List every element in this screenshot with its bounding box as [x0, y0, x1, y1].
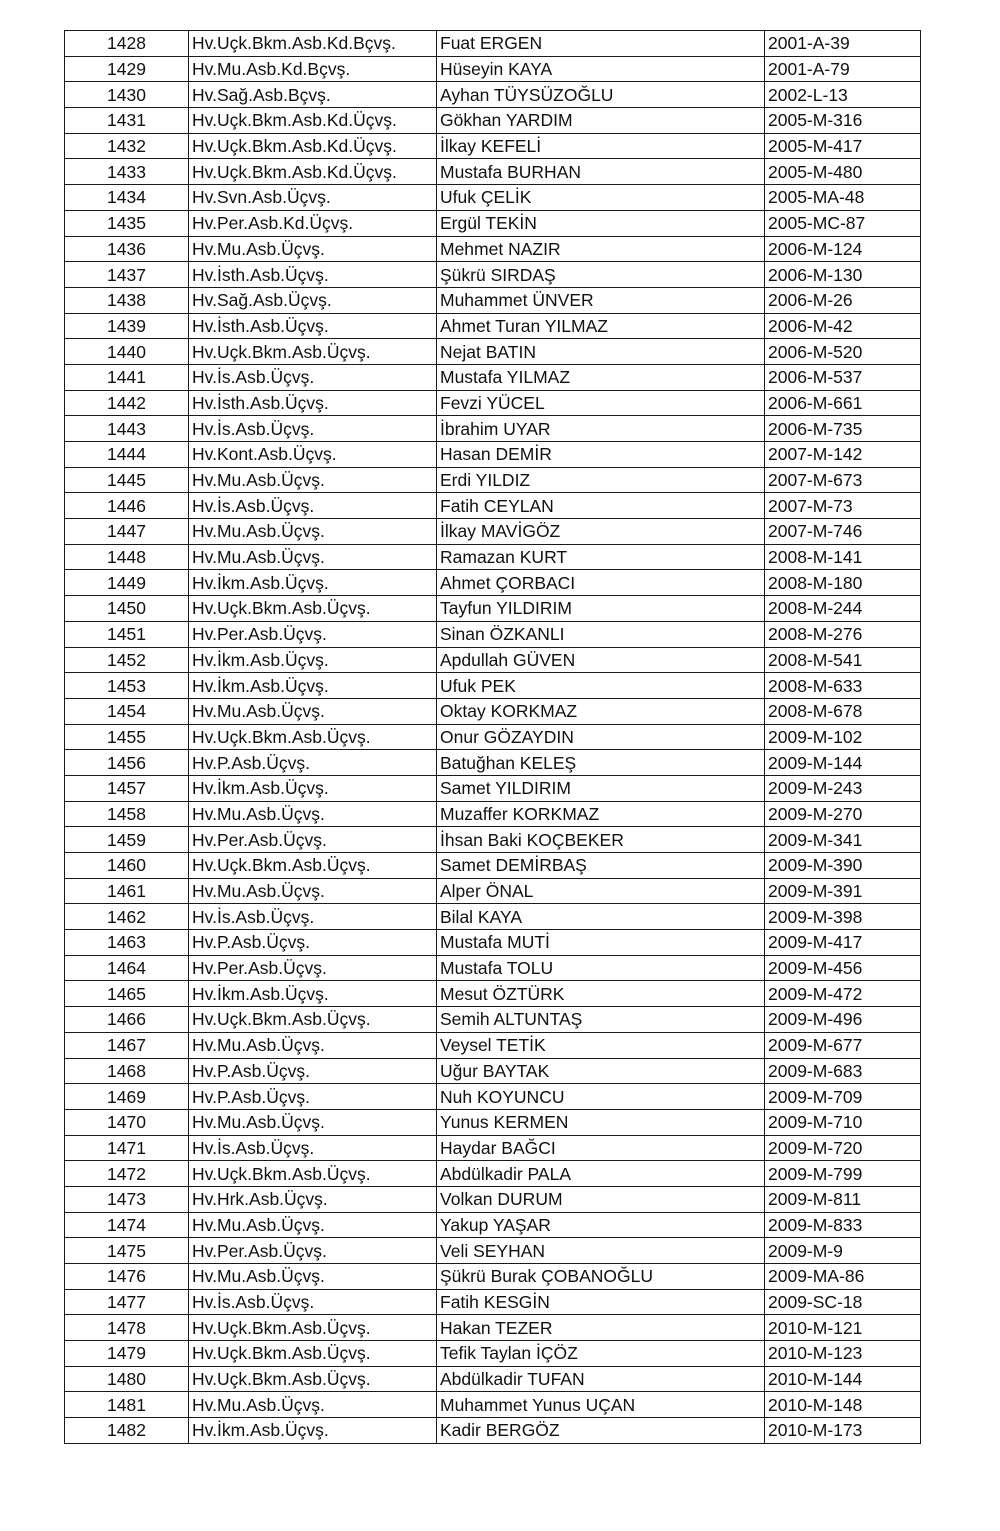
- rank-branch-cell: Hv.Mu.Asb.Üçvş.: [189, 1109, 437, 1135]
- sicil-number-cell: 2005-MC-87: [765, 210, 921, 236]
- sicil-number-cell: 2007-M-673: [765, 467, 921, 493]
- table-row: [65, 1212, 921, 1238]
- row-number-cell: 1464: [65, 955, 189, 981]
- full-name-cell: İhsan Baki KOÇBEKER: [437, 827, 765, 853]
- rank-branch-cell: Hv.İs.Asb.Üçvş.: [189, 904, 437, 930]
- full-name-cell: Nejat BATIN: [437, 339, 765, 365]
- table-row: [65, 416, 921, 442]
- full-name-cell: Fuat ERGEN: [437, 31, 765, 57]
- full-name-cell: Ufuk ÇELİK: [437, 185, 765, 211]
- sicil-number-cell: 2009-M-102: [765, 724, 921, 750]
- sicil-number-cell: 2006-M-537: [765, 364, 921, 390]
- rank-branch-cell: Hv.P.Asb.Üçvş.: [189, 1084, 437, 1110]
- full-name-cell: Tayfun YILDIRIM: [437, 596, 765, 622]
- rank-branch-cell: Hv.Mu.Asb.Üçvş.: [189, 236, 437, 262]
- full-name-cell: Samet YILDIRIM: [437, 775, 765, 801]
- rank-branch-cell: Hv.P.Asb.Üçvş.: [189, 750, 437, 776]
- row-number-cell: 1472: [65, 1161, 189, 1187]
- table-row: [65, 1109, 921, 1135]
- rank-branch-cell: Hv.Uçk.Bkm.Asb.Üçvş.: [189, 339, 437, 365]
- row-number-cell: 1434: [65, 185, 189, 211]
- sicil-number-cell: 2009-M-496: [765, 1007, 921, 1033]
- full-name-cell: Fatih CEYLAN: [437, 493, 765, 519]
- full-name-cell: Şükrü SIRDAŞ: [437, 262, 765, 288]
- sicil-number-cell: 2009-MA-86: [765, 1264, 921, 1290]
- table-row: [65, 133, 921, 159]
- rank-branch-cell: Hv.Uçk.Bkm.Asb.Kd.Bçvş.: [189, 31, 437, 57]
- rank-branch-cell: Hv.İkm.Asb.Üçvş.: [189, 570, 437, 596]
- row-number-cell: 1451: [65, 621, 189, 647]
- sicil-number-cell: 2006-M-520: [765, 339, 921, 365]
- row-number-cell: 1469: [65, 1084, 189, 1110]
- row-number-cell: 1446: [65, 493, 189, 519]
- row-number-cell: 1432: [65, 133, 189, 159]
- full-name-cell: Yakup YAŞAR: [437, 1212, 765, 1238]
- row-number-cell: 1460: [65, 853, 189, 879]
- rank-branch-cell: Hv.Uçk.Bkm.Asb.Üçvş.: [189, 1007, 437, 1033]
- rank-branch-cell: Hv.Per.Asb.Üçvş.: [189, 955, 437, 981]
- rank-branch-cell: Hv.Hrk.Asb.Üçvş.: [189, 1186, 437, 1212]
- rank-branch-cell: Hv.Mu.Asb.Üçvş.: [189, 878, 437, 904]
- full-name-cell: Muhammet Yunus UÇAN: [437, 1392, 765, 1418]
- row-number-cell: 1458: [65, 801, 189, 827]
- sicil-number-cell: 2006-M-26: [765, 287, 921, 313]
- rank-branch-cell: Hv.P.Asb.Üçvş.: [189, 1058, 437, 1084]
- sicil-number-cell: 2009-M-833: [765, 1212, 921, 1238]
- table-row: [65, 108, 921, 134]
- table-row: [65, 287, 921, 313]
- full-name-cell: İlkay MAVİGÖZ: [437, 519, 765, 545]
- rank-branch-cell: Hv.Mu.Asb.Üçvş.: [189, 1264, 437, 1290]
- full-name-cell: Muhammet ÜNVER: [437, 287, 765, 313]
- table-row: [65, 1084, 921, 1110]
- table-row: [65, 853, 921, 879]
- rank-branch-cell: Hv.Mu.Asb.Üçvş.: [189, 698, 437, 724]
- full-name-cell: Abdülkadir TUFAN: [437, 1366, 765, 1392]
- rank-branch-cell: Hv.Mu.Asb.Üçvş.: [189, 544, 437, 570]
- sicil-number-cell: 2009-M-710: [765, 1109, 921, 1135]
- sicil-number-cell: 2009-M-456: [765, 955, 921, 981]
- row-number-cell: 1468: [65, 1058, 189, 1084]
- sicil-number-cell: 2009-SC-18: [765, 1289, 921, 1315]
- row-number-cell: 1445: [65, 467, 189, 493]
- rank-branch-cell: Hv.İkm.Asb.Üçvş.: [189, 1418, 437, 1444]
- table-row: [65, 1264, 921, 1290]
- rank-branch-cell: Hv.Mu.Asb.Üçvş.: [189, 1212, 437, 1238]
- sicil-number-cell: 2009-M-709: [765, 1084, 921, 1110]
- rank-branch-cell: Hv.İkm.Asb.Üçvş.: [189, 981, 437, 1007]
- row-number-cell: 1453: [65, 673, 189, 699]
- rank-branch-cell: Hv.Mu.Asb.Üçvş.: [189, 467, 437, 493]
- table-row: [65, 519, 921, 545]
- table-row: [65, 775, 921, 801]
- row-number-cell: 1435: [65, 210, 189, 236]
- table-row: [65, 313, 921, 339]
- table-row: [65, 724, 921, 750]
- sicil-number-cell: 2009-M-9: [765, 1238, 921, 1264]
- sicil-number-cell: 2008-M-541: [765, 647, 921, 673]
- rank-branch-cell: Hv.Per.Asb.Üçvş.: [189, 827, 437, 853]
- full-name-cell: Batuğhan KELEŞ: [437, 750, 765, 776]
- table-row: [65, 981, 921, 1007]
- table-row: [65, 750, 921, 776]
- row-number-cell: 1450: [65, 596, 189, 622]
- full-name-cell: Mustafa TOLU: [437, 955, 765, 981]
- sicil-number-cell: 2009-M-391: [765, 878, 921, 904]
- rank-branch-cell: Hv.Uçk.Bkm.Asb.Kd.Üçvş.: [189, 133, 437, 159]
- table-row: [65, 262, 921, 288]
- row-number-cell: 1476: [65, 1264, 189, 1290]
- table-row: [65, 1135, 921, 1161]
- row-number-cell: 1454: [65, 698, 189, 724]
- table-row: [65, 621, 921, 647]
- sicil-number-cell: 2001-A-79: [765, 56, 921, 82]
- table-row: [65, 827, 921, 853]
- table-row: [65, 390, 921, 416]
- full-name-cell: Abdülkadir PALA: [437, 1161, 765, 1187]
- table-row: [65, 1007, 921, 1033]
- table-row: [65, 1186, 921, 1212]
- row-number-cell: 1444: [65, 442, 189, 468]
- full-name-cell: Sinan ÖZKANLI: [437, 621, 765, 647]
- full-name-cell: Mustafa YILMAZ: [437, 364, 765, 390]
- table-row: [65, 1366, 921, 1392]
- table-row: [65, 442, 921, 468]
- sicil-number-cell: 2006-M-735: [765, 416, 921, 442]
- row-number-cell: 1479: [65, 1341, 189, 1367]
- table-row: [65, 1058, 921, 1084]
- full-name-cell: Haydar BAĞCI: [437, 1135, 765, 1161]
- full-name-cell: Alper ÖNAL: [437, 878, 765, 904]
- row-number-cell: 1433: [65, 159, 189, 185]
- row-number-cell: 1443: [65, 416, 189, 442]
- full-name-cell: Oktay KORKMAZ: [437, 698, 765, 724]
- full-name-cell: Veysel TETİK: [437, 1032, 765, 1058]
- row-number-cell: 1436: [65, 236, 189, 262]
- rank-branch-cell: Hv.İs.Asb.Üçvş.: [189, 1135, 437, 1161]
- sicil-number-cell: 2006-M-130: [765, 262, 921, 288]
- row-number-cell: 1449: [65, 570, 189, 596]
- full-name-cell: Hasan DEMİR: [437, 442, 765, 468]
- rank-branch-cell: Hv.Uçk.Bkm.Asb.Üçvş.: [189, 1341, 437, 1367]
- rank-branch-cell: Hv.Sağ.Asb.Bçvş.: [189, 82, 437, 108]
- sicil-number-cell: 2005-M-480: [765, 159, 921, 185]
- sicil-number-cell: 2007-M-746: [765, 519, 921, 545]
- sicil-number-cell: 2010-M-121: [765, 1315, 921, 1341]
- row-number-cell: 1473: [65, 1186, 189, 1212]
- sicil-number-cell: 2008-M-180: [765, 570, 921, 596]
- rank-branch-cell: Hv.Uçk.Bkm.Asb.Üçvş.: [189, 596, 437, 622]
- sicil-number-cell: 2009-M-799: [765, 1161, 921, 1187]
- rank-branch-cell: Hv.Sağ.Asb.Üçvş.: [189, 287, 437, 313]
- sicil-number-cell: 2009-M-243: [765, 775, 921, 801]
- rank-branch-cell: Hv.Svn.Asb.Üçvş.: [189, 185, 437, 211]
- rank-branch-cell: Hv.Mu.Asb.Üçvş.: [189, 801, 437, 827]
- table-row: [65, 878, 921, 904]
- sicil-number-cell: 2009-M-341: [765, 827, 921, 853]
- table-row: [65, 159, 921, 185]
- full-name-cell: Hakan TEZER: [437, 1315, 765, 1341]
- sicil-number-cell: 2010-M-123: [765, 1341, 921, 1367]
- full-name-cell: Veli SEYHAN: [437, 1238, 765, 1264]
- personnel-list: [64, 30, 920, 1444]
- sicil-number-cell: 2009-M-472: [765, 981, 921, 1007]
- table-row: [65, 339, 921, 365]
- rank-branch-cell: Hv.Per.Asb.Kd.Üçvş.: [189, 210, 437, 236]
- row-number-cell: 1482: [65, 1418, 189, 1444]
- full-name-cell: Ahmet Turan YILMAZ: [437, 313, 765, 339]
- rank-branch-cell: Hv.İsth.Asb.Üçvş.: [189, 313, 437, 339]
- full-name-cell: Şükrü Burak ÇOBANOĞLU: [437, 1264, 765, 1290]
- row-number-cell: 1470: [65, 1109, 189, 1135]
- full-name-cell: Mesut ÖZTÜRK: [437, 981, 765, 1007]
- table-body: [65, 31, 921, 1444]
- table-row: [65, 698, 921, 724]
- full-name-cell: Apdullah GÜVEN: [437, 647, 765, 673]
- row-number-cell: 1462: [65, 904, 189, 930]
- full-name-cell: Ayhan TÜYSÜZOĞLU: [437, 82, 765, 108]
- table-row: [65, 364, 921, 390]
- row-number-cell: 1465: [65, 981, 189, 1007]
- sicil-number-cell: 2006-M-42: [765, 313, 921, 339]
- rank-branch-cell: Hv.İs.Asb.Üçvş.: [189, 364, 437, 390]
- table-row: [65, 1315, 921, 1341]
- sicil-number-cell: 2008-M-141: [765, 544, 921, 570]
- rank-branch-cell: Hv.İs.Asb.Üçvş.: [189, 416, 437, 442]
- table-row: [65, 544, 921, 570]
- full-name-cell: Mehmet NAZIR: [437, 236, 765, 262]
- row-number-cell: 1477: [65, 1289, 189, 1315]
- row-number-cell: 1438: [65, 287, 189, 313]
- table-row: [65, 467, 921, 493]
- full-name-cell: Erdi YILDIZ: [437, 467, 765, 493]
- table-row: [65, 56, 921, 82]
- rank-branch-cell: Hv.Uçk.Bkm.Asb.Üçvş.: [189, 724, 437, 750]
- rank-branch-cell: Hv.Uçk.Bkm.Asb.Kd.Üçvş.: [189, 108, 437, 134]
- row-number-cell: 1461: [65, 878, 189, 904]
- sicil-number-cell: 2002-L-13: [765, 82, 921, 108]
- full-name-cell: Tefik Taylan İÇÖZ: [437, 1341, 765, 1367]
- sicil-number-cell: 2009-M-720: [765, 1135, 921, 1161]
- rank-branch-cell: Hv.Mu.Asb.Kd.Bçvş.: [189, 56, 437, 82]
- table-row: [65, 1161, 921, 1187]
- row-number-cell: 1467: [65, 1032, 189, 1058]
- full-name-cell: İbrahim UYAR: [437, 416, 765, 442]
- row-number-cell: 1441: [65, 364, 189, 390]
- sicil-number-cell: 2009-M-270: [765, 801, 921, 827]
- table-row: [65, 1341, 921, 1367]
- row-number-cell: 1428: [65, 31, 189, 57]
- row-number-cell: 1452: [65, 647, 189, 673]
- table-row: [65, 210, 921, 236]
- sicil-number-cell: 2008-M-244: [765, 596, 921, 622]
- full-name-cell: Ramazan KURT: [437, 544, 765, 570]
- rank-branch-cell: Hv.Kont.Asb.Üçvş.: [189, 442, 437, 468]
- full-name-cell: Semih ALTUNTAŞ: [437, 1007, 765, 1033]
- table-row: [65, 1418, 921, 1444]
- sicil-number-cell: 2010-M-148: [765, 1392, 921, 1418]
- sicil-number-cell: 2009-M-811: [765, 1186, 921, 1212]
- sicil-number-cell: 2008-M-633: [765, 673, 921, 699]
- rank-branch-cell: Hv.Mu.Asb.Üçvş.: [189, 1032, 437, 1058]
- rank-branch-cell: Hv.Uçk.Bkm.Asb.Üçvş.: [189, 1161, 437, 1187]
- full-name-cell: Volkan DURUM: [437, 1186, 765, 1212]
- row-number-cell: 1466: [65, 1007, 189, 1033]
- full-name-cell: Samet DEMİRBAŞ: [437, 853, 765, 879]
- row-number-cell: 1471: [65, 1135, 189, 1161]
- full-name-cell: Bilal KAYA: [437, 904, 765, 930]
- full-name-cell: Muzaffer KORKMAZ: [437, 801, 765, 827]
- table-row: [65, 930, 921, 956]
- sicil-number-cell: 2007-M-73: [765, 493, 921, 519]
- table-row: [65, 493, 921, 519]
- sicil-number-cell: 2009-M-683: [765, 1058, 921, 1084]
- full-name-cell: Yunus KERMEN: [437, 1109, 765, 1135]
- rank-branch-cell: Hv.Mu.Asb.Üçvş.: [189, 519, 437, 545]
- full-name-cell: Mustafa MUTİ: [437, 930, 765, 956]
- rank-branch-cell: Hv.Per.Asb.Üçvş.: [189, 621, 437, 647]
- row-number-cell: 1478: [65, 1315, 189, 1341]
- table-row: [65, 1392, 921, 1418]
- rank-branch-cell: Hv.Uçk.Bkm.Asb.Üçvş.: [189, 1315, 437, 1341]
- table-row: [65, 904, 921, 930]
- sicil-number-cell: 2006-M-661: [765, 390, 921, 416]
- sicil-number-cell: 2009-M-677: [765, 1032, 921, 1058]
- sicil-number-cell: 2009-M-398: [765, 904, 921, 930]
- rank-branch-cell: Hv.Uçk.Bkm.Asb.Üçvş.: [189, 1366, 437, 1392]
- sicil-number-cell: 2010-M-144: [765, 1366, 921, 1392]
- table-row: [65, 1032, 921, 1058]
- row-number-cell: 1440: [65, 339, 189, 365]
- sicil-number-cell: 2010-M-173: [765, 1418, 921, 1444]
- personnel-table: [64, 30, 921, 1444]
- row-number-cell: 1457: [65, 775, 189, 801]
- row-number-cell: 1429: [65, 56, 189, 82]
- row-number-cell: 1474: [65, 1212, 189, 1238]
- sicil-number-cell: 2007-M-142: [765, 442, 921, 468]
- row-number-cell: 1437: [65, 262, 189, 288]
- full-name-cell: Nuh KOYUNCU: [437, 1084, 765, 1110]
- full-name-cell: Fevzi YÜCEL: [437, 390, 765, 416]
- rank-branch-cell: Hv.P.Asb.Üçvş.: [189, 930, 437, 956]
- row-number-cell: 1447: [65, 519, 189, 545]
- row-number-cell: 1439: [65, 313, 189, 339]
- table-row: [65, 1289, 921, 1315]
- sicil-number-cell: 2008-M-276: [765, 621, 921, 647]
- row-number-cell: 1455: [65, 724, 189, 750]
- full-name-cell: Onur GÖZAYDIN: [437, 724, 765, 750]
- sicil-number-cell: 2008-M-678: [765, 698, 921, 724]
- sicil-number-cell: 2009-M-390: [765, 853, 921, 879]
- full-name-cell: Hüseyin KAYA: [437, 56, 765, 82]
- table-row: [65, 236, 921, 262]
- sicil-number-cell: 2006-M-124: [765, 236, 921, 262]
- full-name-cell: Fatih KESGİN: [437, 1289, 765, 1315]
- table-row: [65, 570, 921, 596]
- sicil-number-cell: 2001-A-39: [765, 31, 921, 57]
- rank-branch-cell: Hv.İsth.Asb.Üçvş.: [189, 390, 437, 416]
- rank-branch-cell: Hv.Per.Asb.Üçvş.: [189, 1238, 437, 1264]
- rank-branch-cell: Hv.Uçk.Bkm.Asb.Kd.Üçvş.: [189, 159, 437, 185]
- table-row: [65, 82, 921, 108]
- sicil-number-cell: 2009-M-417: [765, 930, 921, 956]
- table-row: [65, 596, 921, 622]
- table-row: [65, 955, 921, 981]
- full-name-cell: Gökhan YARDIM: [437, 108, 765, 134]
- row-number-cell: 1480: [65, 1366, 189, 1392]
- full-name-cell: Ahmet ÇORBACI: [437, 570, 765, 596]
- rank-branch-cell: Hv.İkm.Asb.Üçvş.: [189, 673, 437, 699]
- sicil-number-cell: 2005-MA-48: [765, 185, 921, 211]
- table-row: [65, 31, 921, 57]
- sicil-number-cell: 2005-M-417: [765, 133, 921, 159]
- rank-branch-cell: Hv.İsth.Asb.Üçvş.: [189, 262, 437, 288]
- full-name-cell: İlkay KEFELİ: [437, 133, 765, 159]
- rank-branch-cell: Hv.Mu.Asb.Üçvş.: [189, 1392, 437, 1418]
- rank-branch-cell: Hv.İs.Asb.Üçvş.: [189, 493, 437, 519]
- rank-branch-cell: Hv.İkm.Asb.Üçvş.: [189, 647, 437, 673]
- rank-branch-cell: Hv.İkm.Asb.Üçvş.: [189, 775, 437, 801]
- row-number-cell: 1459: [65, 827, 189, 853]
- row-number-cell: 1475: [65, 1238, 189, 1264]
- full-name-cell: Mustafa BURHAN: [437, 159, 765, 185]
- full-name-cell: Uğur BAYTAK: [437, 1058, 765, 1084]
- row-number-cell: 1456: [65, 750, 189, 776]
- row-number-cell: 1431: [65, 108, 189, 134]
- row-number-cell: 1442: [65, 390, 189, 416]
- full-name-cell: Kadir BERGÖZ: [437, 1418, 765, 1444]
- table-row: [65, 801, 921, 827]
- full-name-cell: Ufuk PEK: [437, 673, 765, 699]
- table-row: [65, 185, 921, 211]
- table-row: [65, 673, 921, 699]
- sicil-number-cell: 2005-M-316: [765, 108, 921, 134]
- row-number-cell: 1448: [65, 544, 189, 570]
- row-number-cell: 1481: [65, 1392, 189, 1418]
- rank-branch-cell: Hv.İs.Asb.Üçvş.: [189, 1289, 437, 1315]
- rank-branch-cell: Hv.Uçk.Bkm.Asb.Üçvş.: [189, 853, 437, 879]
- table-row: [65, 1238, 921, 1264]
- sicil-number-cell: 2009-M-144: [765, 750, 921, 776]
- table-row: [65, 647, 921, 673]
- full-name-cell: Ergül TEKİN: [437, 210, 765, 236]
- row-number-cell: 1463: [65, 930, 189, 956]
- row-number-cell: 1430: [65, 82, 189, 108]
